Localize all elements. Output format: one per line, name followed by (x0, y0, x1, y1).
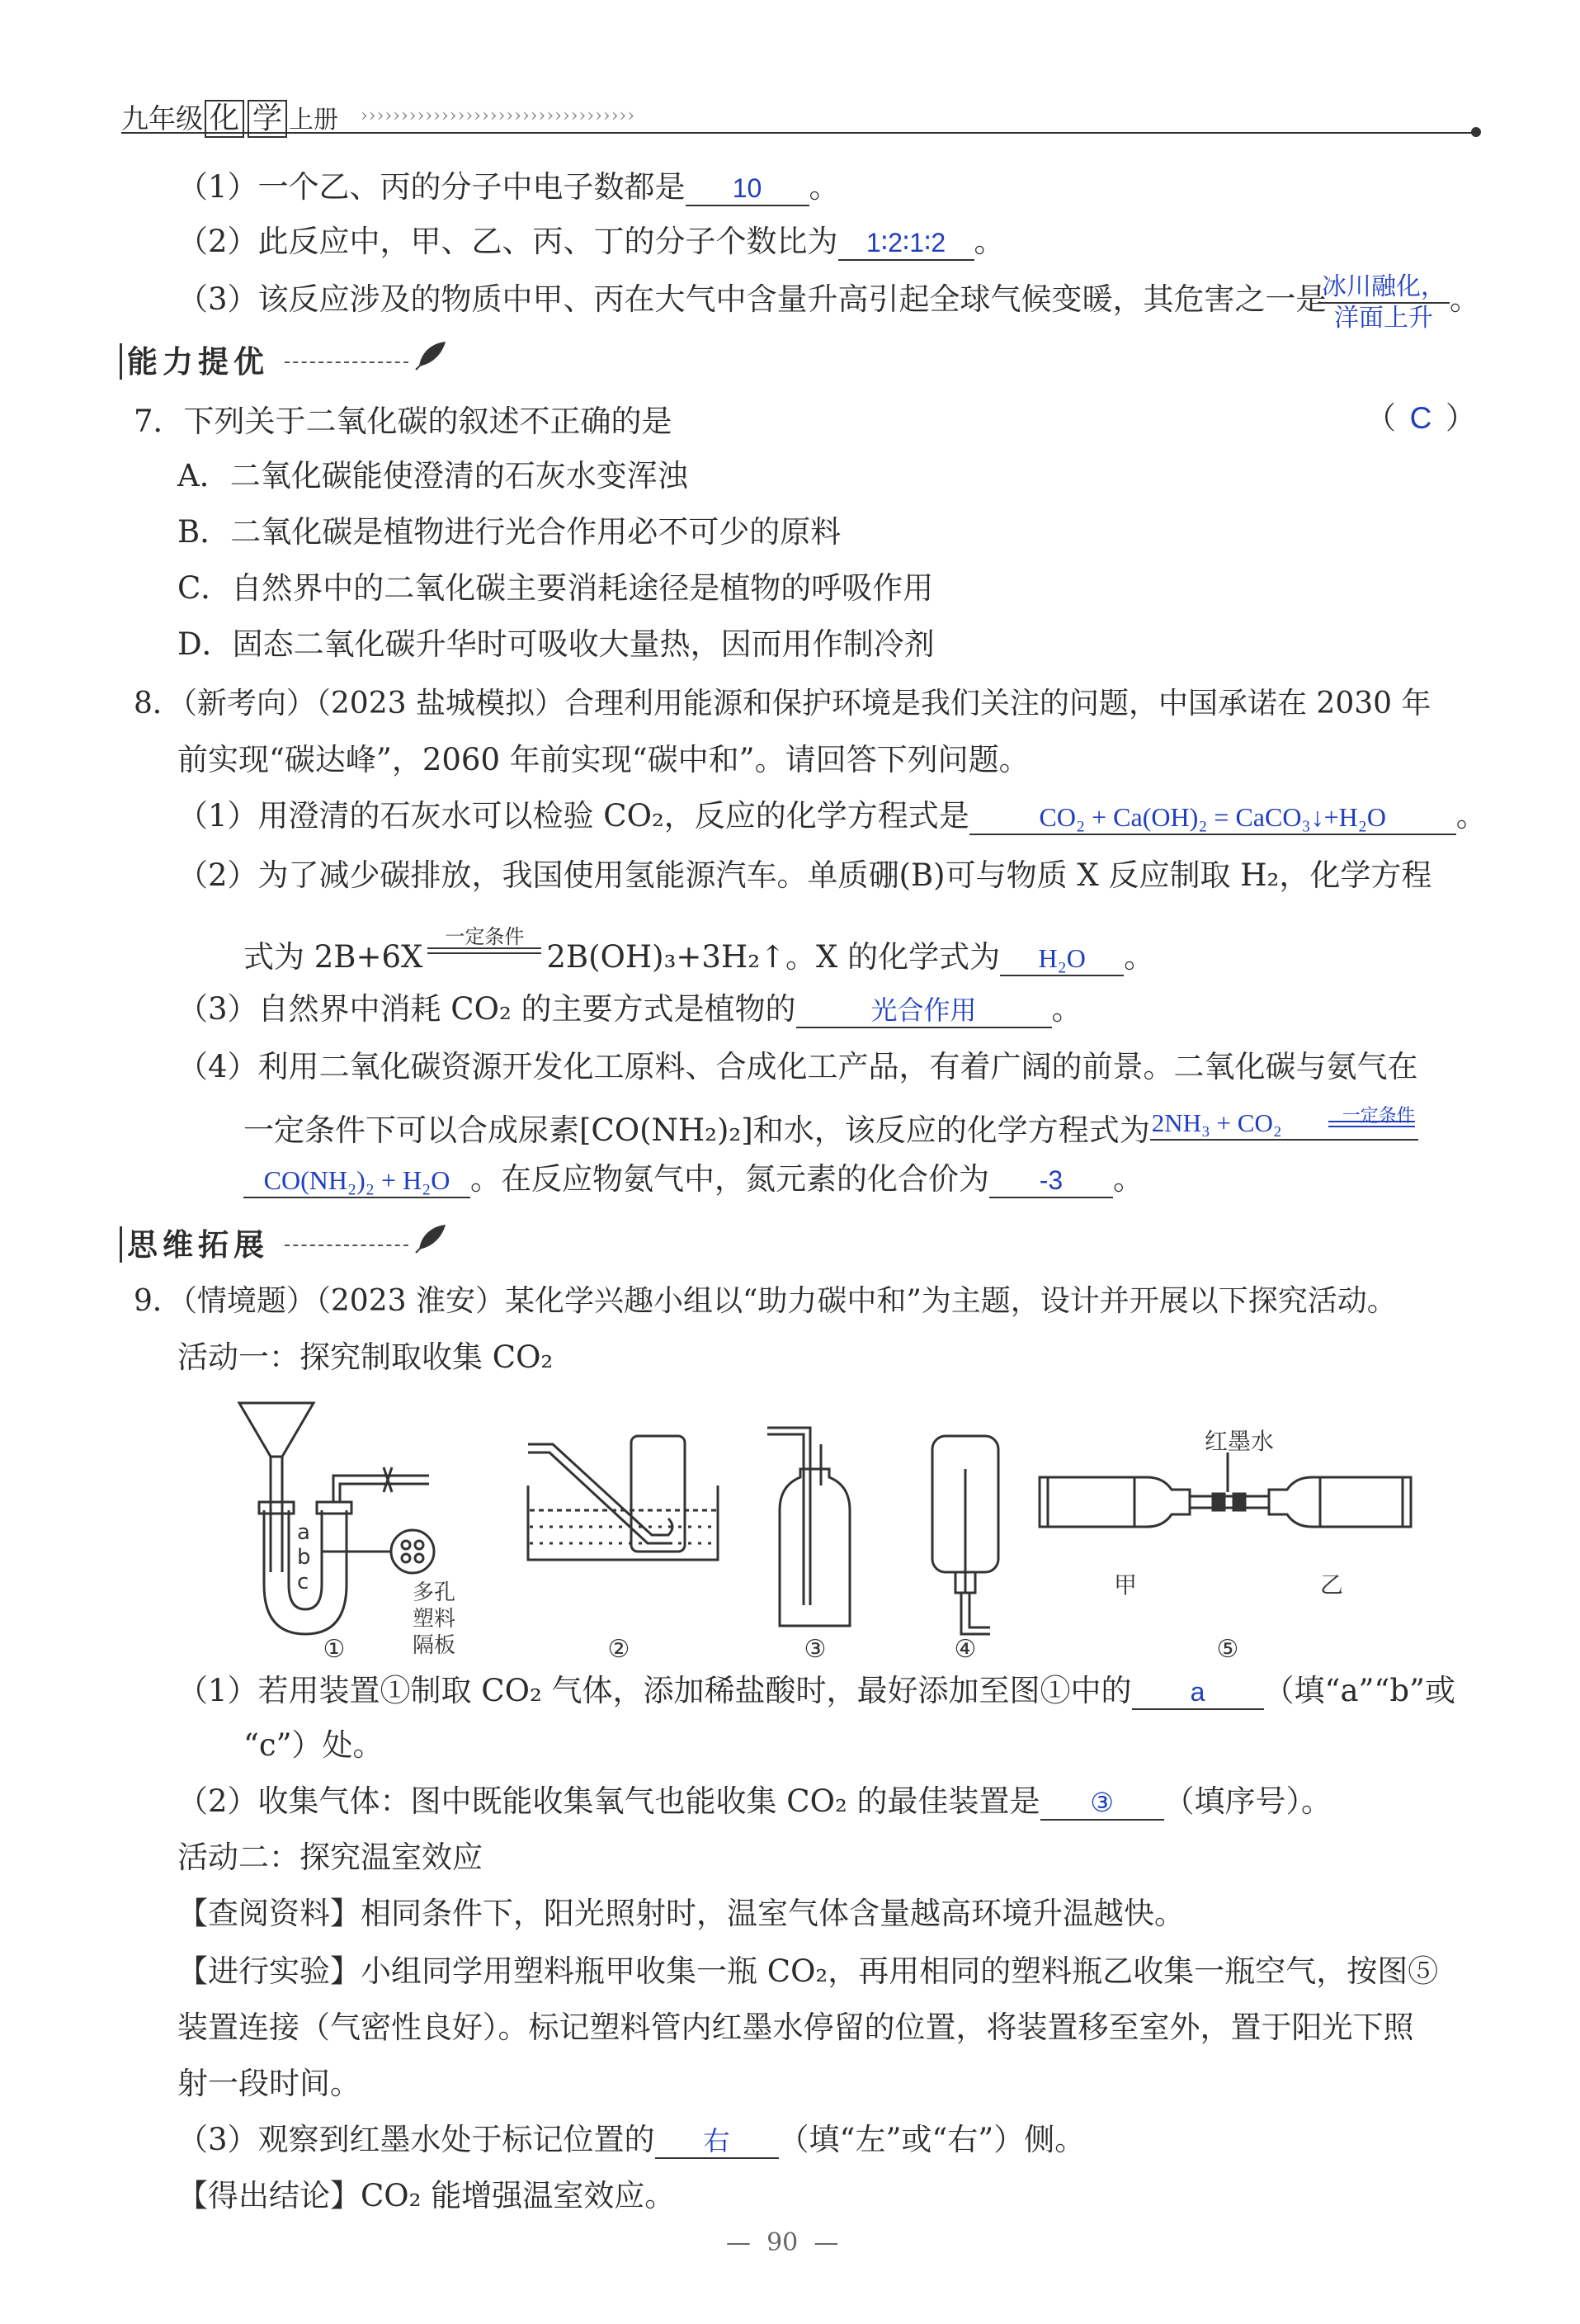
subject-char-1: 化 (205, 100, 244, 138)
section2-title-text: 思维拓展 (120, 1226, 269, 1263)
q9-part2 (177, 1781, 1332, 1822)
q8-p3-answer: 光合作用 (796, 994, 1052, 1028)
q7-stem: 7．下列关于二氧化碳的叙述不正确的是 (134, 404, 672, 439)
q8-p4-line3-mid: 。在反应物氨气中，氮元素的化合价为 (470, 1161, 989, 1197)
q9-experiment-line2: 装置连接（气密性良好）。标记塑料管内红墨水停留的位置，将装置移至室外，置于阳光下照 (177, 2010, 1414, 2045)
q9-p1-tail: （填“a”“b”或 (1263, 1673, 1455, 1708)
label-porous-3: 隔板 (413, 1633, 456, 1658)
q8-p4-answer-b: CO(NH₂)₂ + H₂O (243, 1164, 470, 1198)
apparatus-4-short-tube-bottle (932, 1436, 998, 1634)
q7-paren-open: （ (1365, 400, 1396, 436)
header-chevrons: ›››››››››››››››››››››››››››››››››› (361, 106, 636, 126)
q9-p1-line2: “c”）处。 (243, 1727, 384, 1763)
subject-char-2: 学 (248, 100, 287, 138)
q8-part2-equation (243, 926, 1154, 978)
q9-part1 (177, 1670, 1455, 1712)
q7-option-d: D．固态二氧化碳升华时可吸收大量热，因而用作制冷剂 (177, 626, 935, 662)
q9-lookup (177, 1893, 1185, 1934)
q7-option-b: B．二氧化碳是植物进行光合作用必不可少的原料 (177, 514, 842, 550)
q9-experiment-line3: 射一段时间。 (177, 2066, 361, 2101)
grade-label: 九年级 (121, 102, 203, 135)
apparatus-figure (223, 1386, 1436, 1659)
q9-lookup-tag: 【查阅资料】 (177, 1896, 361, 1931)
section2-leaf-icon (413, 1221, 449, 1254)
q6-p2-end: 。 (974, 224, 1005, 259)
q9-p2-tail: （填序号）。 (1163, 1783, 1332, 1819)
q9-activity1: 活动一：探究制取收集 CO₂ (177, 1339, 554, 1375)
apparatus-1-u-tube (239, 1403, 434, 1634)
q8-p1-text: （1）用澄清的石灰水可以检验 CO₂，反应的化学方程式是 (177, 798, 969, 834)
q8-p2-eq-right: 2B(OH)₃+3H₂↑。X 的化学式为 (546, 939, 1001, 975)
q8-p4-line1: （4）利用二氧化碳资源开发化工原料、合成化工产品，有着广阔的前景。二氧化碳与氨气在 (177, 1049, 1418, 1084)
section-title-ability (120, 337, 269, 381)
q9-stem: 9．（情境题）（2023 淮安）某化学兴趣小组以“助力碳中和”为主题，设计并开展以下探究活动。 (134, 1284, 1397, 1318)
q8-part3 (177, 989, 1082, 1030)
q7-paren-close: ） (1446, 400, 1476, 436)
q6-p1-answer: 10 (686, 172, 809, 206)
q9-p1-text: （1）若用装置①制取 CO₂ 气体，添加稀盐酸时，最好添加至图①中的 (177, 1673, 1132, 1708)
section2-dashes (285, 1245, 408, 1246)
q6-p1-text: （1）一个乙、丙的分子中电子数都是 (177, 169, 686, 205)
q8-part1 (177, 796, 1487, 837)
label-porous-2: 塑料 (413, 1607, 456, 1632)
label-c: c (297, 1570, 309, 1594)
q8-p2-line1: （2）为了减少碳排放，我国使用氢能源汽车。单质硼(B)可与物质 X 反应制取 H₂，化学方程 (177, 857, 1432, 893)
q8-p4-line2-text: 一定条件下可以合成尿素[CO(NH₂)₂]和水，该反应的化学方程式为 (243, 1112, 1150, 1148)
q6-part1 (177, 167, 840, 208)
apparatus-5-two-bottles (1040, 1452, 1411, 1527)
q8-p2-condition-arrow (422, 926, 546, 967)
fig-number-5: ⑤ (1216, 1635, 1239, 1659)
q8-p2-condition: 一定条件 (445, 925, 525, 948)
header-rule (121, 132, 1474, 134)
q8-p4-answer-first (1150, 1103, 1418, 1141)
page-number: 90 (766, 2228, 799, 2257)
q7-answer-paren (1365, 398, 1476, 439)
q9-p2-text: （2）收集气体：图中既能收集氧气也能收集 CO₂ 的最佳装置是 (177, 1783, 1040, 1819)
fig-number-4: ④ (954, 1635, 977, 1659)
q7-option-a: A．二氧化碳能使澄清的石灰水变浑浊 (177, 458, 688, 494)
q8-p3-end: 。 (1051, 991, 1082, 1027)
q6-p2-text: （2）此反应中，甲、乙、丙、丁的分子个数比为 (177, 224, 838, 259)
q6-p3-answer-line2: 洋面上升 (1334, 305, 1433, 332)
fig-number-2: ② (607, 1635, 630, 1659)
q7-answer: C (1409, 401, 1432, 435)
q9-p1-answer: a (1132, 1675, 1264, 1710)
q9-conclusion (177, 2175, 675, 2217)
q9-exp-line1-text: 小组同学用塑料瓶甲收集一瓶 CO₂，再用相同的塑料瓶乙收集一瓶空气，按图⑤ (361, 1953, 1439, 1989)
q8-p4-answer-a: 2NH₃ + CO₂ (1151, 1108, 1282, 1137)
q8-p1-answer: CO₂ + Ca(OH)₂ = CaCO₃↓+H₂O (969, 801, 1456, 835)
q8-p2-eq-left: 式为 2B+6X (243, 939, 423, 975)
q9-p3-text: （3）观察到红墨水处于标记位置的 (177, 2122, 655, 2157)
section-title-thinking (120, 1220, 269, 1264)
section1-title-text: 能力提优 (120, 343, 269, 380)
q9-exp-tag: 【进行实验】 (177, 1953, 361, 1989)
label-b: b (297, 1545, 311, 1570)
q6-p2-answer: 1∶2∶1∶2 (838, 226, 974, 261)
q8-p3-text: （3）自然界中消耗 CO₂ 的主要方式是植物的 (177, 991, 796, 1027)
q6-part3 (177, 279, 1327, 320)
q8-p2-answer: H₂O (1000, 942, 1124, 976)
section1-leaf-icon (413, 338, 449, 371)
q9-p3-tail: （填“左”或“右”）侧。 (778, 2122, 1086, 2157)
q8-p4-line3 (243, 1159, 1144, 1200)
q9-concl-tag: 【得出结论】 (177, 2178, 361, 2213)
volume-label: 上册 (289, 106, 339, 135)
q8-p4-condition: 一定条件 (1342, 1106, 1415, 1127)
q6-part2 (177, 221, 1005, 262)
label-red-ink: 红墨水 (1205, 1428, 1275, 1455)
section1-dashes (285, 361, 408, 363)
q8-p4-end: 。 (1113, 1161, 1144, 1197)
apparatus-2-water-trough (528, 1436, 718, 1560)
q8-p1-end: 。 (1455, 798, 1487, 834)
q9-activity2: 活动二：探究温室效应 (177, 1840, 483, 1875)
q9-p2-answer: ③ (1040, 1786, 1164, 1821)
header-dot (1471, 127, 1481, 137)
q8-p4-answer-valence: -3 (989, 1164, 1113, 1198)
label-porous-1: 多孔 (413, 1580, 456, 1605)
label-bottle-yi: 乙 (1320, 1571, 1344, 1599)
label-bottle-jia: 甲 (1114, 1571, 1138, 1599)
q8-stem-line1: 8．（新考向）（2023 盐城模拟）合理利用能源和保护环境是我们关注的问题，中国承诺在 2030 年 (134, 687, 1431, 720)
q8-p4-line2 (243, 1103, 1418, 1151)
q6-p3-answer (1318, 272, 1450, 333)
label-a: a (297, 1520, 310, 1545)
q9-part3 (177, 2119, 1085, 2161)
q8-stem-line2: 前实现“碳达峰”，2060 年前实现“碳中和”。请回答下列问题。 (177, 742, 1030, 777)
q9-lookup-text: 相同条件下，阳光照射时，温室气体含量越高环境升温越快。 (361, 1896, 1185, 1931)
q8-p2-end: 。 (1124, 939, 1155, 975)
q6-p1-end: 。 (809, 169, 840, 205)
q9-p3-answer: 右 (655, 2124, 779, 2159)
fig-number-3: ③ (804, 1635, 827, 1659)
fig-number-1: ① (323, 1635, 346, 1659)
q6-p3-text: （3）该反应涉及的物质中甲、丙在大气中含量升高引起全球气候变暖，其危害之一是 (177, 281, 1327, 317)
page-footer: — 90 — (726, 2228, 839, 2257)
q9-concl-text: CO₂ 能增强温室效应。 (361, 2178, 676, 2213)
q6-p3-end: 。 (1450, 281, 1480, 317)
q7-option-c: C．自然界中的二氧化碳主要消耗途径是植物的呼吸作用 (177, 570, 934, 606)
q6-p3-answer-line1: 冰川融化， (1318, 272, 1450, 304)
apparatus-3-long-tube-bottle (767, 1428, 850, 1626)
q9-experiment-line1 (177, 1951, 1438, 1992)
